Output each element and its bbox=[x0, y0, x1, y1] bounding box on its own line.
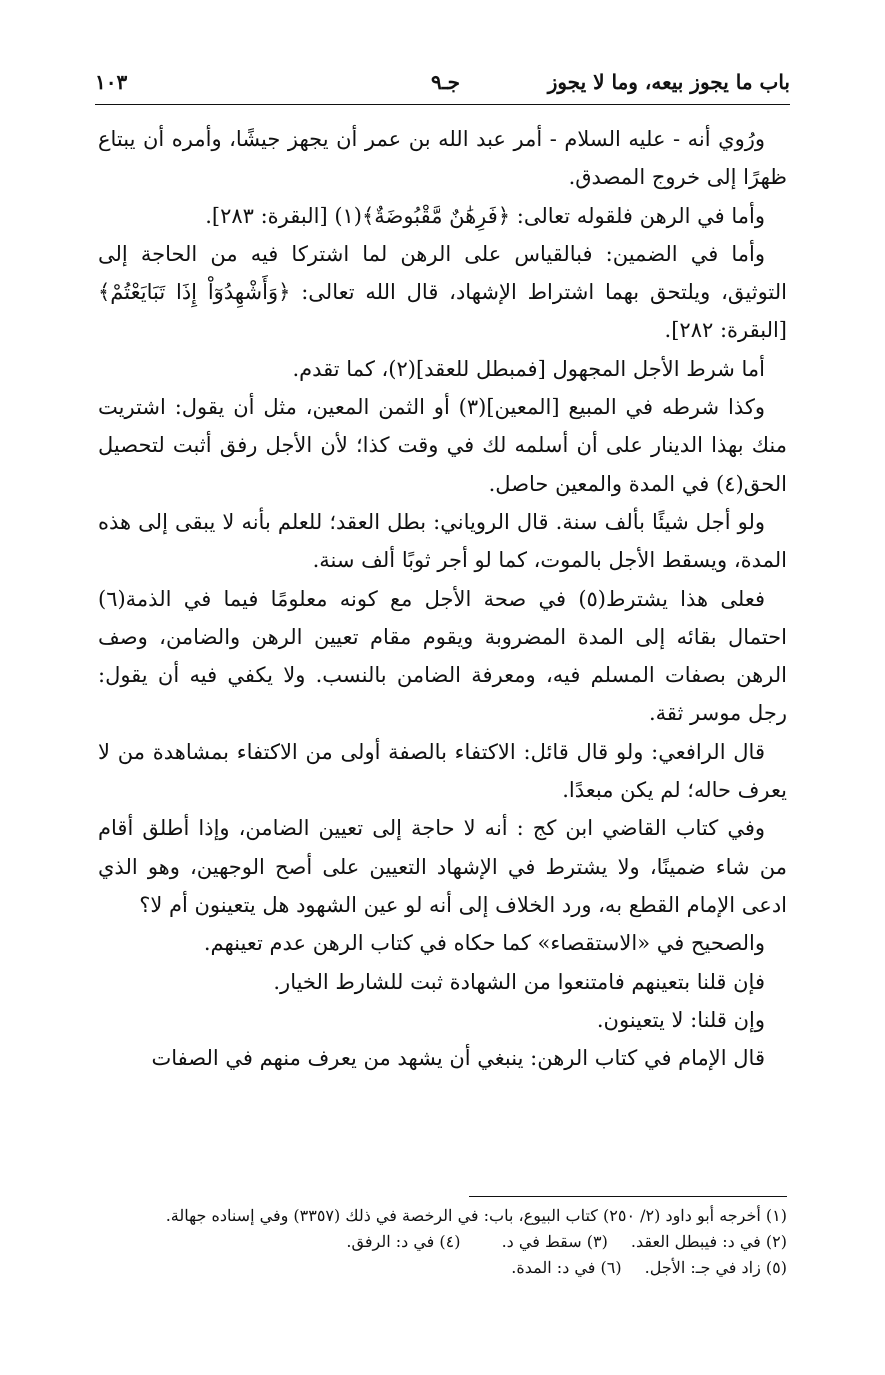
footnote-rule bbox=[469, 1196, 787, 1197]
paragraph: قال الرافعي: ولو قال قائل: الاكتفاء بالصفة أولى من الاكتفاء بمشاهدة من لا يعرف حاله؛ لم يكن مبعدًا. bbox=[98, 739, 787, 803]
footnote: (٣) سقط في د. bbox=[501, 1232, 608, 1251]
chapter-title: باب ما يجوز بيعه، وما لا يجوز bbox=[547, 70, 790, 94]
footnote: (٥) زاد في جـ: الأجل. bbox=[644, 1258, 787, 1277]
paragraph: وفي كتاب القاضي ابن كج : أنه لا حاجة إلى تعيين الضامن، وإذا أطلق أقام من شاء ضمينًا، ولا يشترط في الإشهاد التعيين على أصح الوجهين، وهو الذي ادعى الإمام القطع به، ورد الخلاف إلى أنه لو عين الشهود هل يتعينون أم لا؟ bbox=[98, 816, 787, 917]
paragraph: وكذا شرطه في المبيع [المعين](٣) أو الثمن المعين، مثل أن يقول: اشتريت منك بهذا الدينار على أن أسلمه لك في وقت كذا؛ لأن الأجل رفق أثبت لتحصيل الحق(٤) في المدة والمعين حاصل. bbox=[98, 395, 787, 496]
paragraph: ورُوي أنه - عليه السلام - أمر عبد الله بن عمر أن يجهز جيشًا، وأمره أن يبتاع ظهرًا إلى خروج المصدق. bbox=[98, 127, 787, 190]
paragraph: أما شرط الأجل المجهول [فمبطل للعقد](٢)، كما تقدم. bbox=[292, 356, 765, 381]
paragraph: وأما في الرهن فلقوله تعالى: ﴿فَرِهَٰنٌ مَّقْبُوضَةٌ﴾(١) [البقرة: ٢٨٣]. bbox=[205, 203, 765, 228]
paragraph: ولو أجل شيئًا بألف سنة. قال الروياني: بطل العقد؛ للعلم بأنه لا يبقى إلى هذه المدة، ويسقط الأجل بالموت، كما لو أجر ثوبًا ألف سنة. bbox=[98, 509, 787, 573]
paragraph: والصحيح في «الاستقصاء» كما حكاه في كتاب الرهن عدم تعينهم. bbox=[203, 931, 765, 956]
footnotes bbox=[98, 1203, 787, 1281]
footnote-row bbox=[98, 1229, 787, 1255]
footnote: (١) أخرجه أبو داود (٢/ ٢٥٠) كتاب البيوع، باب: في الرخصة في ذلك (٣٣٥٧) وفي إسناده جهالة. bbox=[165, 1206, 787, 1225]
footnote-row bbox=[98, 1255, 787, 1281]
paragraph: وإن قلنا: لا يتعينون. bbox=[596, 1007, 765, 1032]
paragraph: فإن قلنا بتعينهم فامتنعوا من الشهادة ثبت للشارط الخيار. bbox=[273, 969, 765, 994]
footnote: (٦) في د: المدة. bbox=[511, 1258, 622, 1277]
footnote: (٢) في د: فيبطل العقد. bbox=[630, 1232, 787, 1251]
footnote-row bbox=[98, 1203, 787, 1229]
header-rule bbox=[95, 104, 790, 105]
volume-label: جـ٩ bbox=[431, 70, 460, 94]
page-number: ١٠٣ bbox=[95, 70, 128, 94]
paragraph: فعلى هذا يشترط(٥) في صحة الأجل مع كونه معلومًا فيما في الذمة(٦) احتمال بقائه إلى المدة المضروبة ويقوم مقام تعيين الرهن والضامن، وصف الرهن بصفات المسلم فيه، ومعرفة الضامن بالنسب. ولا يكفي فيه أن يقول: رجل موسر ثقة. bbox=[98, 586, 787, 726]
main-text bbox=[98, 120, 787, 1077]
footnote: (٤) في د: الرفق. bbox=[346, 1232, 461, 1251]
paragraph: قال الإمام في كتاب الرهن: ينبغي أن يشهد من يعرف منهم في الصفات bbox=[151, 1046, 765, 1071]
paragraph: وأما في الضمين: فبالقياس على الرهن لما اشتركا فيه من الحاجة إلى التوثيق، ويلتحق بهما اشتراط الإشهاد، قال الله تعالى: ﴿وَأَشْهِدُوٓاْ إِذَا تَبَايَعْتُمْ﴾ [البقرة: ٢٨٢]. bbox=[98, 241, 787, 343]
running-header bbox=[95, 60, 790, 100]
